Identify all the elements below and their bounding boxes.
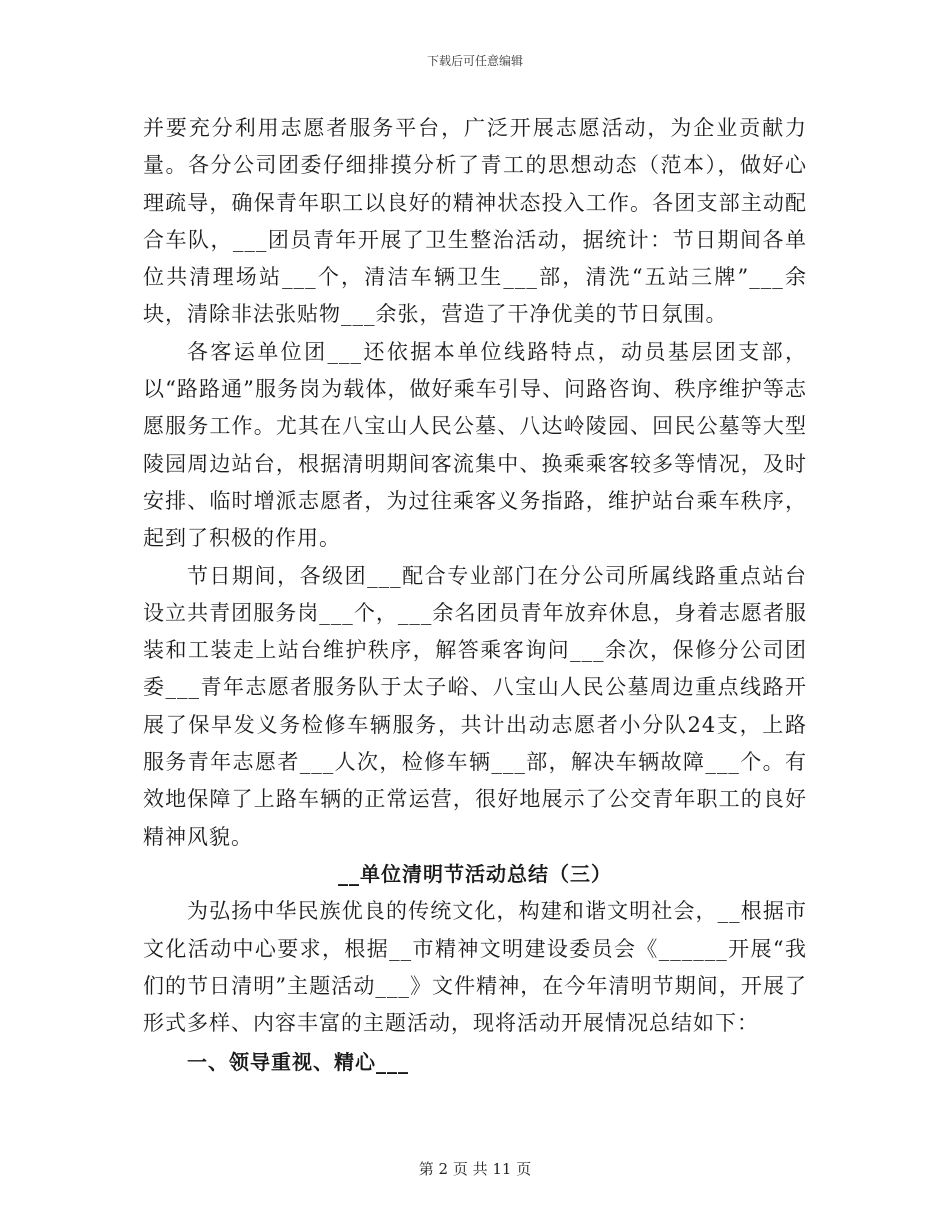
page-footer: 第 2 页 共 11 页 [418,1160,532,1178]
page-header: 下载后可任意编辑 [426,54,523,68]
paragraph-passenger-units: 各客运单位团___还依据本单位线路特点，动员基层团支部，以“路路通”服务岗为载体，做好乘车引导、问路咨询、秩序维护等志愿服务工作。尤其在八宝山人民公墓、八达岭陵园、回民公墓等大型陵园周边站台，根据清明期间客流集中、换乘乘客较多等情况，及时安排、临时增派志愿者，为过往乘客义务指路，维护站台乘车秩序，起到了积极的作用。 [143,339,807,551]
paragraph-volunteer-platform: 并要充分利用志愿者服务平台，广泛开展志愿活动，为企业贡献力量。各分公司团委仔细排摸分析了青工的思想动态（范本），做好心理疏导，确保青年职工以良好的精神状态投入工作。各团支部主动配合车队，___团员青年开展了卫生整治活动，据统计：节日期间各单位共清理场站___个，清洁车辆卫生___部，清洗“五站三牌”___余块，清除非法张贴物___余张，营造了干净优美的节日氛围。 [143,116,807,327]
document-body [143,110,807,1082]
section-heading: 一、领导重视、精心___ [187,1050,409,1075]
paragraph-holiday-service: 节日期间，各级团___配合专业部门在分公司所属线路重点站台设立共青团服务岗___个，___余名团员青年放弃休息，身着志愿者服装和工装走上站台维护秩序，解答乘客询问___余次，保修分公司团委___青年志愿者服务队于太子峪、八宝山人民公墓周边重点线路开展了保早发义务检修车辆服务，共计出动志愿者小分队24支，上路服务青年志愿者___人次，检修车辆___部，解决车辆故障___个。有效地保障了上路车辆的正常运营，很好地展示了公交青年职工的良好精神风貌。 [143,563,807,849]
paragraph-intro: 为弘扬中华民族优良的传统文化，构建和谐文明社会，__根据市文化活动中心要求，根据__市精神文明建设委员会《______开展“我们的节日清明”主题活动___》文件精神，在今年清明节期间，开展了形式多样、内容丰富的主题活动，现将活动开展情况总结如下： [143,899,807,1036]
section-title: __单位清明节活动总结（三） [338,861,612,886]
